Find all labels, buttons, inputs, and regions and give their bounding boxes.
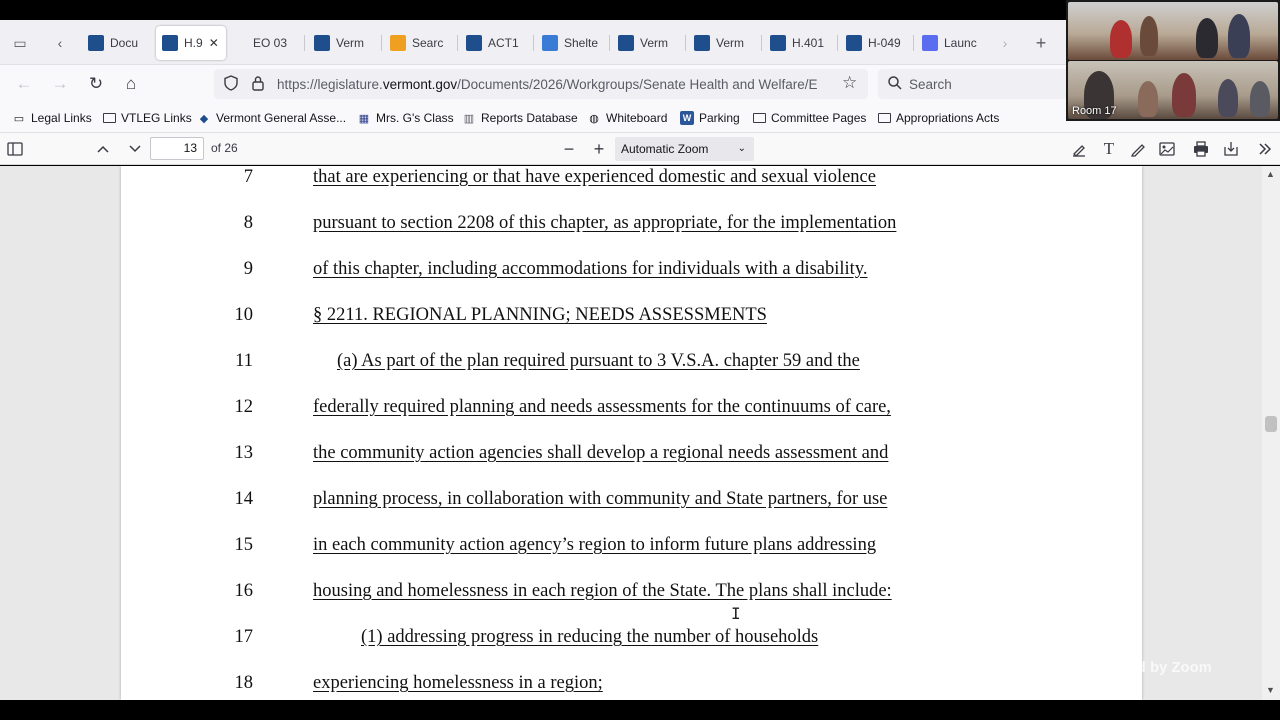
bookmark-2[interactable] — [197, 109, 346, 127]
tab-separator — [304, 35, 305, 51]
save-icon[interactable] — [1220, 138, 1242, 160]
tab-favicon-icon — [466, 35, 482, 51]
pdf-page — [121, 166, 1142, 700]
line-number: 9 — [243, 259, 253, 279]
word-icon: W — [680, 111, 694, 125]
tab-strip — [0, 20, 1066, 65]
bookmark-1[interactable] — [103, 109, 192, 127]
document-line — [121, 673, 1142, 700]
line-number: 14 — [234, 489, 253, 509]
screen-bottom-bar — [0, 700, 1280, 720]
video-tile-room — [1068, 2, 1278, 60]
url-text: https://legislature.vermont.gov/Documents/2026/Workgroups/Senate Health and Welfare/E — [277, 76, 818, 92]
line-number: 15 — [234, 535, 253, 555]
scrollbar-thumb[interactable] — [1265, 416, 1277, 432]
bookmark-5[interactable] — [587, 109, 667, 127]
globe-icon: ◍ — [589, 112, 599, 125]
tab-separator — [533, 35, 534, 51]
line-number: 16 — [234, 581, 253, 601]
line-text: in each community action agency’s region to inform future plans addressing — [313, 535, 877, 555]
tab-favicon-icon — [770, 35, 786, 51]
tools-menu-icon[interactable] — [1254, 138, 1276, 160]
bookmark-label: Reports Database — [481, 111, 578, 125]
tab-separator — [761, 35, 762, 51]
search-placeholder: Search — [909, 76, 952, 92]
zoom-watermark: Powered by Zoom — [1084, 660, 1212, 676]
page-number-input[interactable]: 13 — [150, 137, 204, 160]
bookmark-label: Committee Pages — [771, 111, 867, 125]
document-line — [121, 167, 1142, 197]
document-line — [121, 581, 1142, 611]
text-cursor-icon: I — [731, 604, 741, 623]
new-tab-icon[interactable]: + — [1035, 32, 1047, 53]
page-count: of 26 — [211, 141, 238, 155]
line-number: 10 — [234, 305, 253, 325]
tab-6[interactable] — [536, 26, 606, 60]
tab-label: ACT1 — [488, 36, 519, 50]
tab-label: Launc — [944, 36, 977, 50]
scroll-down-icon[interactable]: ▼ — [1266, 685, 1275, 695]
tab-favicon-icon — [390, 35, 406, 51]
navigation-bar — [0, 65, 1066, 103]
bookmark-label: Whiteboard — [606, 111, 668, 125]
vt-seal-icon: ◆ — [199, 112, 209, 125]
tab-separator — [685, 35, 686, 51]
reload-icon[interactable]: ↻ — [88, 74, 104, 93]
line-text: that are experiencing or that have experienced domestic and sexual violence — [313, 167, 876, 187]
tab-label: H.401 — [792, 36, 825, 50]
line-text: planning process, in collaboration with community and State partners, for use — [313, 489, 888, 509]
tab-11[interactable] — [916, 26, 986, 60]
previous-page-icon[interactable] — [92, 138, 114, 160]
folder-icon — [878, 113, 891, 123]
zoom-out-icon[interactable]: − — [563, 138, 575, 159]
tab-favicon-icon — [314, 35, 330, 51]
tab-7[interactable] — [612, 26, 682, 60]
line-text: housing and homelessness in each region of the State. The plans shall include: — [313, 581, 892, 601]
line-number: 11 — [235, 351, 253, 371]
bookmark-7[interactable] — [753, 109, 866, 127]
zoom-select[interactable] — [615, 137, 754, 161]
tab-10[interactable] — [840, 26, 910, 60]
bookmark-star-icon[interactable]: ☆ — [842, 73, 858, 92]
folder-icon — [103, 113, 116, 123]
line-text: federally required planning and needs assessments for the continuums of care, — [313, 397, 891, 417]
tab-4[interactable] — [384, 26, 454, 60]
search-icon — [887, 75, 903, 94]
close-tab-icon[interactable]: ✕ — [208, 36, 219, 50]
zoom-video-tiles — [1066, 0, 1280, 121]
bookmark-label: Vermont General Asse... — [216, 111, 347, 125]
line-text: the community action agencies shall develop a regional needs assessment and — [313, 443, 889, 463]
bookmark-8[interactable] — [878, 109, 999, 127]
line-number: 17 — [234, 627, 253, 647]
document-line — [121, 627, 1142, 657]
tab-label: H-049 — [868, 36, 901, 50]
document-line — [121, 259, 1142, 289]
bookmark-label: Legal Links — [31, 111, 92, 125]
bookmark-4[interactable] — [462, 109, 578, 127]
draw-icon[interactable] — [1127, 138, 1149, 160]
bookmark-0[interactable] — [12, 109, 92, 127]
document-line — [121, 213, 1142, 243]
tab-label: Searc — [412, 36, 444, 50]
tab-label: Verm — [336, 36, 365, 50]
tab-favicon-icon — [542, 35, 558, 51]
bookmark-label: Mrs. G's Class — [376, 111, 454, 125]
home-icon[interactable]: ⌂ — [125, 74, 137, 93]
next-page-icon[interactable] — [124, 138, 146, 160]
tab-8[interactable] — [688, 26, 758, 60]
back-icon[interactable]: ← — [15, 74, 33, 93]
line-text: (a) As part of the plan required pursuant to 3 V.S.A. chapter 59 and the — [337, 351, 860, 371]
sidebar-toggle-icon[interactable] — [4, 138, 26, 160]
shield-icon[interactable] — [223, 75, 239, 91]
highlight-icon[interactable] — [1068, 138, 1090, 160]
scrollbar[interactable] — [1262, 166, 1280, 700]
chart-icon: ▥ — [463, 112, 475, 125]
forward-icon[interactable]: → — [51, 74, 69, 93]
line-number: 7 — [243, 167, 253, 187]
document-line — [121, 535, 1142, 565]
tab-overview-icon[interactable]: ▭ — [13, 34, 27, 51]
lock-icon[interactable] — [251, 75, 265, 91]
tab-5[interactable] — [460, 26, 530, 60]
tab-separator — [609, 35, 610, 51]
tab-favicon-icon — [88, 35, 104, 51]
print-icon[interactable] — [1190, 138, 1212, 160]
zoom-select-value: Automatic Zoom — [621, 142, 709, 156]
tab-9[interactable] — [764, 26, 834, 60]
scroll-tabs-left-icon[interactable]: ‹ — [57, 35, 63, 51]
line-number: 18 — [234, 673, 253, 693]
tab-separator — [381, 35, 382, 51]
bookmark-3[interactable] — [357, 109, 454, 127]
chevron-down-icon: ⌄ — [737, 143, 746, 154]
tab-separator — [457, 35, 458, 51]
tab-1[interactable] — [156, 26, 226, 60]
tab-label: EO 03 — [253, 36, 288, 50]
zoom-in-icon[interactable]: + — [593, 138, 605, 159]
line-number: 8 — [243, 213, 253, 233]
bookmark-label: VTLEG Links — [121, 111, 192, 125]
tab-0[interactable] — [82, 26, 148, 60]
video-tile-room-17 — [1068, 61, 1278, 119]
line-text: pursuant to section 2208 of this chapter, as appropriate, for the implementation — [313, 213, 897, 233]
tab-label: Verm — [716, 36, 745, 50]
doc-icon: ▭ — [13, 112, 25, 125]
tab-favicon-icon — [846, 35, 862, 51]
tab-2[interactable] — [229, 26, 301, 60]
tab-3[interactable] — [308, 26, 378, 60]
bookmark-label: Parking — [699, 111, 740, 125]
tab-favicon-icon — [618, 35, 634, 51]
document-line — [121, 489, 1142, 519]
tab-label: Verm — [640, 36, 669, 50]
tab-favicon-icon — [922, 35, 938, 51]
search-bar[interactable] — [878, 69, 1066, 99]
folder-icon — [753, 113, 766, 123]
add-image-icon[interactable] — [1156, 138, 1178, 160]
text-tool-icon[interactable]: T — [1103, 139, 1115, 158]
scroll-up-icon[interactable]: ▲ — [1266, 169, 1275, 179]
tab-separator — [837, 35, 838, 51]
line-text: experiencing homelessness in a region; — [313, 673, 603, 693]
url-bar[interactable] — [214, 69, 868, 99]
document-line — [121, 351, 1142, 381]
tab-label: H.9 — [184, 36, 203, 50]
line-text: § 2211. REGIONAL PLANNING; NEEDS ASSESSMENTS — [313, 305, 767, 325]
pdf-toolbar — [0, 133, 1280, 165]
scroll-tabs-right-icon[interactable]: › — [1002, 35, 1008, 51]
bookmark-label: Appropriations Acts — [896, 111, 1000, 125]
tab-label: Docu — [110, 36, 139, 50]
document-line — [121, 305, 1142, 335]
tab-separator — [913, 35, 914, 51]
tab-label: Shelte — [564, 36, 599, 50]
pdf-viewer[interactable] — [0, 166, 1280, 700]
document-line — [121, 443, 1142, 473]
line-number: 12 — [234, 397, 253, 417]
line-number: 13 — [234, 443, 253, 463]
tab-favicon-icon — [694, 35, 710, 51]
room-label: Room 17 — [1072, 105, 1117, 117]
calendar-icon: ▦ — [358, 112, 370, 125]
document-line — [121, 397, 1142, 427]
bookmark-6[interactable] — [680, 109, 740, 127]
line-text: of this chapter, including accommodations for individuals with a disability. — [313, 259, 868, 279]
line-text: (1) addressing progress in reducing the number of households — [361, 627, 819, 647]
tab-favicon-icon — [162, 35, 178, 51]
